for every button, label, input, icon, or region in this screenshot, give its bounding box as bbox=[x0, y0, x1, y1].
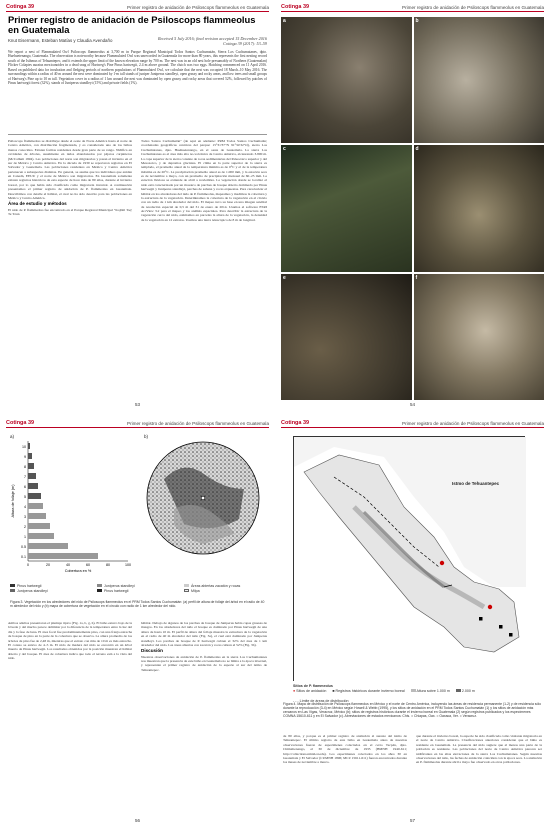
y-axis-label: Altura de follaje (m) bbox=[11, 484, 15, 518]
body-text: Psiloscops flammeolus se distribuye desde el oeste de Norte América hasta el norte de Centro América, con distribución fragmentada, y es considerado uno de los búhos menos conocidos. Existen formas residentes desde gran parte de su rango. Nidifica en cavidades de árboles, usualmente en nidos abandonados por pájaros carpinteros (McCallum 1994). Las poblaciones del norte son migratorias y pasan el invierno en el sur de México y Centro América. En la década de 1930 se reportaron registros en El Salvador y Guatemala. Las poblaciones residentes en México y Centro América pertenecen a subespecies distintas. En general, se asume que los individuos que anidan en Canadá, EEUU y el norte de México son migratorios. En Guatemala solamente existen registros históricos de esta especie de hace más de 80 años, durante el invierno boreal, por lo que había sido clasificada como migratoria invernal. A continuación presentamos el primer registro de anidación de P. flammeolus en Guatemala. Describimos con detalle el hábitat, el cual no ha sido descrito para las poblaciones en México y Centro América. bbox=[8, 139, 132, 200]
bar bbox=[28, 493, 41, 499]
tick-label: 4 bbox=[24, 505, 26, 509]
body-column-right: Todos Santos Cuchumatán" (de aquí en adelante: PRM Todos Santos Cuchumatán; coordenadas geográficas centricas del parque: 15°31'37"N 91°34'32"O), sierra Los Cuchumatanes, dpto. Huehuetenango, en el oeste de Guatemala. La sierra Los Cuchumatanes es el área más alta no-volcánica de Centro América, alcanzando 3.800 m. La capa superior de la sierra consiste de rocas sedimentarias del Paleozoico superior y del Mesozoico, y de depósitos glaciales. El clima en la parte superior de la sierra es templado, el promedio anual de la temperatura mínima es de 0°C y el de la temperatura máxima es de 20°C. La precipitación promedio anual es de 1.000 mm, y la estación seca es de noviembre a mayo, con un promedio de precipitación mensual de 60–25 mm. La estación lluviosa se extiende de abril a noviembre. La vegetación donde se localizó el nido está caracterizada por un mosaico de parches de bosque abierto dominado por Pinus hartwegii y Juniperus standleyi, parches de sabana y rocas expuestas. Para caracterizar el hábitat en los alrededores del nido de P. flammeolus, mapeamos y medimos la cobertura y la estructura de la vegetación. Determinamos la cobertura de la vegetación en el círculo con un radio de 1 km alrededor del nido. El mapeo tuvo su base en una imagen satelital de resolución espacial de 0,5 m del 31 de enero de 2014. Usamos el software ESRI ArcView 3.2 para el mapeo y los análisis espaciales. Para describir la estructura de la vegetación cerca del nido, estimamos en parcelas la altura de la vegetación, la densidad de la vegetación en 12 estratos. Usamos una tierra telescópica de 8 m de longitud. bbox=[141, 139, 267, 222]
nest-marker bbox=[201, 496, 205, 500]
panel-label: b) bbox=[144, 434, 149, 439]
figure-4-legend bbox=[293, 684, 525, 703]
istmo-label: Istmo de Tehuantepec bbox=[452, 481, 500, 486]
legend-item: ● Sitios de anidación bbox=[293, 689, 327, 693]
figure-3a bbox=[10, 434, 138, 582]
legend-item: Milpa bbox=[184, 589, 265, 593]
bar bbox=[28, 503, 43, 509]
page-53 bbox=[0, 0, 275, 415]
tick-label: 40 bbox=[66, 563, 70, 567]
historic-record-marker bbox=[509, 633, 513, 637]
tick-label: 9 bbox=[24, 455, 26, 459]
running-title: Primer registro de anidación de Psiloscops flammeolus en Guatemala bbox=[402, 5, 544, 10]
figure-3b bbox=[144, 434, 266, 582]
photo-plate bbox=[281, 17, 544, 400]
body-column-left: de 80 años, y porque es el primer registro de anidación al sureste del istmo de Tehuantepec. El último registro de este búho en Guatemala antes de nuestras observaciones fueron de especímenes colectados en el cerro Tecpán, dpto. Chimaltenango, el 30 de diciembre de 1935 (BMNH 1940-611; http://collections.nmnh.si.edu). Los especímenes colectados en los años 30 en Guatemala y El Salvador (CUMNH 1896; MCZ 15611-611) fueron encontrados durante los meses de noviembre a marzo. bbox=[283, 734, 407, 765]
legend-item: 2.000 m bbox=[456, 689, 475, 693]
figure-3-caption: Figura 3. Vegetación en los alrededores del nido de Psiloscops flammeolus en el PRM Todos Santos Cuchumatán: (a) perfil de altura de follaje del árbol en el radio de 40 m alrededor del nido y (b) mapa de cobertura de vegetación en el círculo con radio de 1 km alrededor del nido. bbox=[10, 600, 265, 609]
photo-label: f bbox=[415, 274, 418, 281]
tick-label: 2 bbox=[24, 525, 26, 529]
legend-item: - - - Límite de áreas de distribución bbox=[293, 699, 349, 703]
photo-label: a bbox=[283, 18, 286, 24]
bar bbox=[28, 463, 34, 469]
body-text: hábitat. Debajo de algunos de los parches de bosque de Juniperus había capas gruesas de musgos. En los alrededores del nido el bosque es dominado por Pinus hartwegii de una altura de hasta 10 m. El perfil de altura del follaje muestra la estructura de la vegetación en el radio de 40 m alrededor del nido (Fig. 3a), el cual está dominado por Juniperus standleyi. Los parches de bosque de P. hartwegii cubren el 32% del área de 1 km alrededor del nido. Las áreas abiertas con zacatón y rocas cubren el 52% (Fig. 3b). bbox=[141, 621, 267, 647]
habitat-photo bbox=[281, 145, 412, 271]
tick-label: 7 bbox=[24, 475, 26, 479]
running-title: Primer registro de anidación de Psiloscops flammeolus en Guatemala bbox=[127, 5, 269, 10]
tick-label: 20 bbox=[46, 563, 50, 567]
journal-name: Cotinga 39 bbox=[281, 4, 310, 10]
body-column-right bbox=[141, 621, 267, 816]
tick-label: 5 bbox=[24, 495, 26, 499]
legend-title: Sitios de P. flammeolus bbox=[293, 684, 333, 688]
bar bbox=[28, 473, 36, 479]
body-column-right: que durante el invierno boreal, la especie ha sido clasificada como visitante migratoria en el norte de Centro América. Clasificaciones anteriores consideran que el búho es residente en Guatemala. La presencia del nido sugiere que al menos una parte de la población es residente. Las poblaciones del norte de Centro América parecen ser nidificantes en las altas elevaciones de la sierra Los Cuchumatanes. Según nuestras observaciones del nido, las fechas de anidación coinciden con la época seca. La anidación en P. flammeolus durante abril a mayo fue observado en otras poblaciones. bbox=[416, 734, 542, 765]
running-title: Primer registro de anidación de Psiloscops flammeolus en Guatemala bbox=[402, 421, 544, 426]
running-header bbox=[281, 419, 544, 428]
tick-label: 0.1 bbox=[21, 555, 26, 559]
running-header bbox=[6, 3, 269, 12]
journal-name: Cotinga 39 bbox=[281, 420, 310, 426]
tick-label: 0.5 bbox=[21, 545, 26, 549]
journal-name: Cotinga 39 bbox=[6, 420, 35, 426]
historic-record-marker bbox=[499, 625, 503, 629]
legend-item: Pinus hartwegii bbox=[10, 584, 91, 588]
running-header bbox=[6, 419, 269, 428]
tick-label: 8 bbox=[24, 465, 26, 469]
authors: Knut Eisermann, Esteban Matías y Claudia Avendaño bbox=[8, 38, 113, 43]
nest-photo bbox=[414, 145, 545, 271]
photo-label: e bbox=[283, 274, 286, 281]
bar bbox=[28, 543, 68, 549]
nest-site-marker bbox=[440, 561, 444, 565]
bar bbox=[28, 523, 50, 529]
running-title: Primer registro de anidación de Psiloscops flammeolus en Guatemala bbox=[127, 421, 269, 426]
vegetation-cover-map bbox=[144, 439, 262, 557]
photo-label: d bbox=[415, 146, 419, 153]
received-date: Received 5 July 2016; final revision accepted 15 December 2016 bbox=[157, 36, 267, 41]
legend-item: Pinus hartwegii bbox=[97, 589, 178, 593]
bar bbox=[28, 553, 98, 559]
tick-label: 10 bbox=[22, 445, 26, 449]
tick-label: 1 bbox=[24, 535, 26, 539]
photo-label: c bbox=[283, 146, 286, 153]
section-heading: Área de estudio y métodos bbox=[8, 201, 67, 207]
nest-site-marker bbox=[488, 605, 492, 609]
journal-name: Cotinga 39 bbox=[6, 4, 35, 10]
panel-label: a) bbox=[10, 434, 15, 439]
body-text: Nuestras observaciones de anidación de P. flammeolus en la sierra Los Cuchumatanes nos muestran que la presencia de este búho en Guatemala no se limita a la época invernal, y representan el primer registro de anidación de la especie al sur del istmo de Tehuantepec. bbox=[141, 654, 267, 672]
distribution-map bbox=[293, 436, 525, 681]
legend-item: Áreas abiertas zacatón y rocas bbox=[184, 584, 265, 588]
nest-cavity-photo bbox=[281, 274, 412, 400]
bar bbox=[28, 483, 38, 489]
legend-item: Altura sobre 1.000 m bbox=[411, 689, 450, 693]
body-column-left: Ambos adultos presentaron el plumaje típico (Fig. 1a, b, g, h). El búho estuvo bajo de la bóveda y del mucho parece delimitar por la diferencia de la temperatura entre la luz del día y la fase de luna. El área focal fue predominantemente pino, con una franja estrecha de bosque de pino en la parte de la cobertura que se observa. La altura promedio de los árboles de pino fue de 2,48 m, mientras que el estrato con más de 10 m es más estrecho. El conteo se estuvo de 4–5 m. El nido de madera del nido se encontró en un árbol muerto de Pinus hartwegii. Los resultados obtenidos por la posición muestran el hábitat abierto y del bosque. El área de cobertura indica que todo el terreno está a la vista del nido. bbox=[8, 621, 132, 660]
page-number: 57 bbox=[409, 818, 415, 823]
bar bbox=[28, 513, 46, 519]
owl-photo bbox=[414, 17, 545, 143]
tick-label: 3 bbox=[24, 515, 26, 519]
section-heading: Discusión bbox=[141, 648, 163, 654]
article-title: Primer registro de anidación de Psiloscops flammeolus en Guatemala bbox=[8, 14, 256, 36]
owl-photo bbox=[414, 274, 545, 400]
vegetation-profile-chart bbox=[10, 439, 138, 579]
legend-item: Juniperus standleyi bbox=[97, 584, 178, 588]
tick-label: 60 bbox=[86, 563, 90, 567]
bar bbox=[28, 453, 32, 459]
tick-label: 100 bbox=[125, 563, 131, 567]
bar bbox=[28, 443, 30, 449]
page-number: 53 bbox=[134, 402, 140, 407]
figure-4-caption: Figura 4. Mapa de distribución de Psiloscops flammeolus en México y el norte de Centro América, incluyendo las áreas de residencia permanente (1-2) y de residencia sólo durante la reproducción (3-4) en México según Howell & Webb (1995), y los sitios de anidación en el PRM Todos Santos Cuchumatán (1) y los sitios de anidación más cercanos en Las Vigas, Veracruz, México (b); sitios de registros históricos durante el invierno boreal en Guatemala (2) según registros publicados y los especímenes COMNA 15610-611 y en El Salvador (c). Abreviaciones de estados mexicanos: Chis. = Chiapas, Oax. = Oaxaca, Ver. = Veracruz. bbox=[283, 702, 542, 719]
legend-item: Juniperus standleyi bbox=[10, 589, 91, 593]
historic-record-marker bbox=[479, 617, 483, 621]
page-number: 54 bbox=[409, 402, 415, 407]
received-info bbox=[158, 36, 267, 46]
legend-item: ■ Registros históricos durante invierno boreal bbox=[332, 689, 405, 693]
page-number: 56 bbox=[134, 818, 140, 823]
page-57 bbox=[275, 416, 550, 831]
photo-label: b bbox=[415, 18, 419, 24]
figure-3-legend bbox=[10, 584, 265, 593]
x-axis-label: Cobertura en % bbox=[64, 569, 92, 573]
abstract: We report a nest of Flammulated Owl Psiloscops flammeolus at 3,700 m in Parque Regional Municipal Todos Santos Cuchumatán, Sierra Los Cuchumatanes, dpto. Huehuetenango, Guatemala. The observation is noteworthy because Flammulated Owl was unrecorded in Guatemala for more than 80 years, this represents the first nesting record south of the Isthmus of Tehuantepec, and it extends the upper limit of the known elevation range by 700 m. The nest was in an old nest hole presumably of Northern (Guatemalan) Flicker Colaptes auratus mexicanoides in a dead snag of Hartweg's Pine Pinus hartwegii, 2.4 m above ground. The clutch was two eggs. Hatching commenced on 11 April 2016. Based on published data for incubation and fledging periods of northern populations of Flammulated Owl, we calculate that the nest was occupied 18 March–10 May 2016. The surroundings within a radius of 40 m around the nest were dominated by 1-m tall stands of juniper Juniperus standleyi, open grassy and rocky areas, and low trees and small groups of Hartweg's Pine up to 10 m tall. Vegetation cover in a radius of 1 km around the nest was dominated by open grassy and rocky areas that covered 52%, followed by patches of Pinus hartwegii forest (32%), stands of Juniperus standleyi (15%) and private fields (1%). bbox=[8, 50, 267, 135]
running-header bbox=[281, 3, 544, 12]
tick-label: 0 bbox=[27, 563, 29, 567]
page-56 bbox=[0, 416, 275, 831]
body-text: El nido de P. flammeolus fue encontrado en el Parque Regional Municipal "Kojbiil Taq' Te Tzun bbox=[8, 207, 132, 216]
body-column-left bbox=[8, 139, 132, 403]
page-54 bbox=[275, 0, 550, 415]
tick-label: 80 bbox=[106, 563, 110, 567]
bar bbox=[28, 533, 54, 539]
citation: Cotinga 39 (2017): 53–59 bbox=[223, 41, 267, 46]
map-graphic bbox=[294, 437, 526, 682]
tick-label: 6 bbox=[24, 485, 26, 489]
owl-photo bbox=[281, 17, 412, 143]
